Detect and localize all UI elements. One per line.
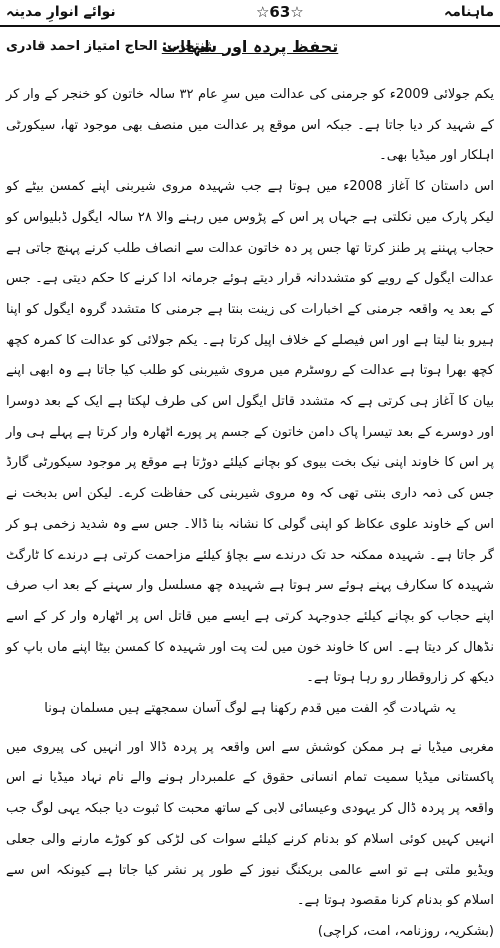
article-title: تحفظ پردہ اور شہادت [161,36,339,56]
compiler-credit: انتخاب: الحاج امتیاز احمد قادری [6,38,210,54]
paragraph-1: یکم جولائی 2009ء کو جرمنی کی عدالت میں سرِ عام ۳۲ سالہ خاتون کو خنجر کے وار کر کے شہید کر دیا جاتا ہے۔ جبکہ اس موقع پر عدالت میں منصف بھی موجود تھا، سیکورٹی اہلکار اور میڈیا بھی۔ [6,87,494,164]
poetry-verse: یہ شہادت گہِ الفت میں قدم رکھنا ہے لوگ آسان سمجھتے ہیں مسلمان ہونا [44,701,456,717]
header-divider [0,25,500,27]
title-bar [6,34,494,58]
page-number: ☆63☆ [255,3,304,21]
source-credit: (بشکریہ، روزنامہ، امت، کراچی) [317,923,494,939]
article-body [6,80,494,948]
magazine-label: ماہنامہ [444,4,494,20]
publication-name: نوائے انوارِ مدینہ [6,4,116,20]
paragraph-2: اس داستان کا آغاز 2008ء میں ہوتا ہے جب شہیدہ مروی شیربنی اپنے کمسن بیٹے کو لیکر پارک میں نکلتی ہے جہاں پر اس کے پڑوس میں رہنے والا ۲۸ سالہ ایگول ڈبلیواس کو حجاب پہننے پر طنز کرتا تھا جس پر دہ خاتون عدالت سے انصاف طلب کرنے پہنچ جاتی ہے عدالت ایگول کے رویے کو متشددانہ قرار دیتے ہوئے جرمانہ ادا کرنے کا حکم دیتی ہے۔ جس کے بعد یہ واقعہ جرمنی کے اخبارات کی زینت بنتا ہے جرمنی کا متشدد گروہ ایگول کو اپنا ہیرو بنا لیتا ہے اور اس فیصلے کے خلاف اپیل کرتا ہے۔ یکم جولائی کو عدالت کا کمرہ کچھ کچھ بھرا ہوتا ہے عدالت کے روسٹرم میں مروی شیربنی کو طلب کیا جاتا ہے وہ ابھی اپنے بیان کا آغاز ہی کرتی ہے کہ متشدد قاتل ایگول اس کی طرف لپکتا ہے ایک کے بعد دوسرا اور دوسرے کے بعد تیسرا پاک دامن خاتون کے جسم پر پورے اٹھارہ وار کرتا ہے پہلے ہی وار پر اس کا خاوند اپنی نیک بخت بیوی کو بچانے کیلئے دوڑتا ہے موقع پر موجود سیکورٹی گارڈ جس کی ذمہ داری بنتی تھی کہ وہ مروی شیربنی کی حفاظت کرے۔ لیکن اس بدبخت نے اس کے خاوند علوی عکاظ کو اپنی گولی کا نشانہ بنا ڈالا۔ جس سے وہ شدید زخمی ہو کر گر جاتا ہے۔ شہیدہ ممکنہ حد تک درندے سے بچاؤ کیلئے مزاحمت کرتی ہے درندے کا ٹارگٹ شہیدہ کا سکارف پہنے ہوئے سر ہوتا ہے شہیدہ چھ مسلسل وار سہنے کے بعد اب صرف اپنے حجاب کو بچانے کیلئے جدوجہد کرتی ہے ایسے میں قاتل اس پر اٹھارہ وار کر کے اسے نڈھال کر دیتا ہے۔ اس کا خاوند خون میں لت پت اور شہیدہ کا کمسن بیٹا اپنے ماں باپ کو دیکھ کر زاروقطار رو رہا ہوتا ہے۔ [6,179,494,686]
paragraph-3: مغربی میڈیا نے ہر ممکن کوشش سے اس واقعہ پر پردہ ڈالا اور انہیں کی پیروی میں پاکستانی میڈیا سمیت تمام انسانی حقوق کے علمبردار ہونے والے نام نہاد میڈیا نے اس واقعہ پر پردہ ڈال کر یہودی وعیسائی لابی کے ساتھ محبت کا ثبوت دیا جبکہ یہی لوگ جب انہیں کہیں کوئی اسلام کو بدنام کرنے کیلئے سوات کی لڑکی کو کوڑے مارنے والی جعلی ویڈیو ملتی ہے تو اسے عالمی بریکنگ نیوز کے طور پر نشر کیا جاتا ہے کیونکہ اس سے اسلام کو بدنام کرنا مقصود ہوتا ہے۔ [6,739,494,909]
page-header [0,0,500,24]
